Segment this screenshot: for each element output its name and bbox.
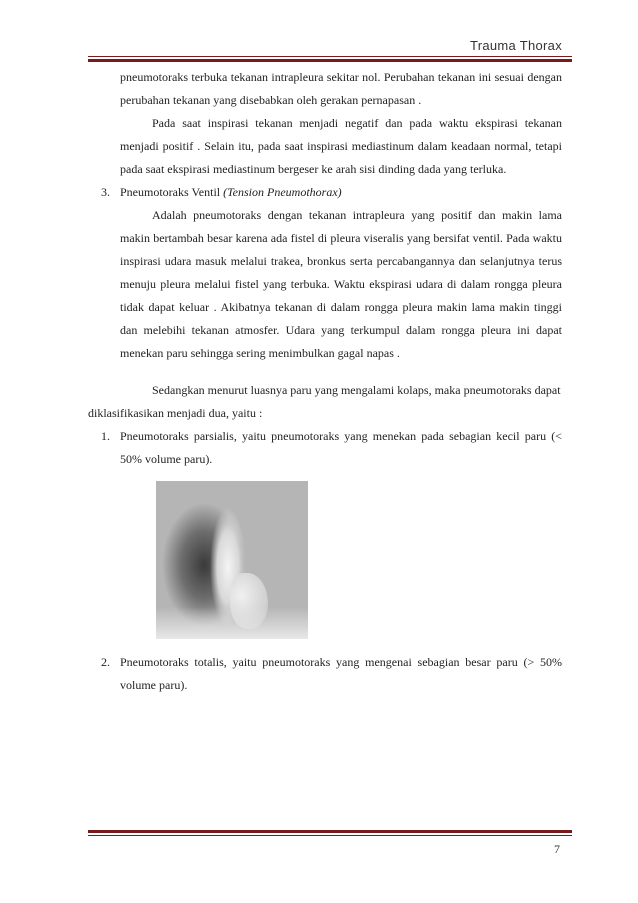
header-title: Trauma Thorax	[469, 38, 562, 53]
item-text: Pneumotoraks parsialis, yaitu pneumotoraks yang menekan pada sebagian kecil paru (< 50% volume paru).	[120, 429, 562, 466]
list-number: 1.	[101, 429, 110, 443]
item-text: Pneumotoraks totalis, yaitu pneumotoraks yang mengenai sebagian besar paru (> 50% volume paru).	[120, 655, 562, 692]
list-item-partial	[88, 425, 562, 471]
paragraph-tension-description: Adalah pneumotoraks dengan tekanan intrapleura yang positif dan makin lama makin bertambah besar karena ada fistel di pleura viseralis yang bersifat ventil. Pada waktu inspirasi udara masuk melalui trakea, bronkus serta percabangannya dan selanjutnya terus menuju pleura melalui fistel yang terbuka. Waktu ekspirasi udara di dalam rongga pleura tidak dapat keluar . Akibatnya tekanan di dalam rongga pleura makin lama makin tinggi dan melebihi tekanan atmosfer. Udara yang terkumpul dalam rongga pleura ini dapat menekan paru sehingga sering menimbulkan gagal napas .	[120, 208, 562, 360]
footer-rule	[88, 828, 572, 836]
header-rule	[88, 56, 572, 62]
paragraph-open-pneumothorax-end: pneumotoraks terbuka tekanan intrapleura sekitar nol. Perubahan tekanan ini sesuai dengan perubahan tekanan yang disebabkan oleh gerakan pernapasan .	[120, 70, 562, 107]
chest-xray-image	[156, 481, 308, 639]
page-body	[88, 66, 562, 697]
list-item-total	[88, 651, 562, 697]
page-number: 7	[554, 842, 560, 856]
paragraph-classification-intro-cont: diklasifikasikan menjadi dua, yaitu :	[88, 406, 263, 420]
list-number: 2.	[101, 655, 110, 669]
item-heading-english: (Tension Pneumothorax)	[223, 185, 342, 199]
list-item-tension-pneumothorax	[88, 181, 562, 204]
paragraph-inspiration-expiration: Pada saat inspirasi tekanan menjadi negatif dan pada waktu ekspirasi tekanan menjadi positif . Selain itu, pada saat inspirasi mediastinum dalam keadaan normal, tetapi pada saat ekspirasi mediastinum bergeser ke arah sisi dinding dada yang terluka.	[120, 116, 562, 176]
list-number: 3.	[101, 185, 110, 199]
item-heading: Pneumotoraks Ventil	[120, 185, 221, 199]
paragraph-classification-intro: Sedangkan menurut luasnya paru yang mengalami kolaps, maka pneumotoraks dapat	[152, 383, 561, 397]
